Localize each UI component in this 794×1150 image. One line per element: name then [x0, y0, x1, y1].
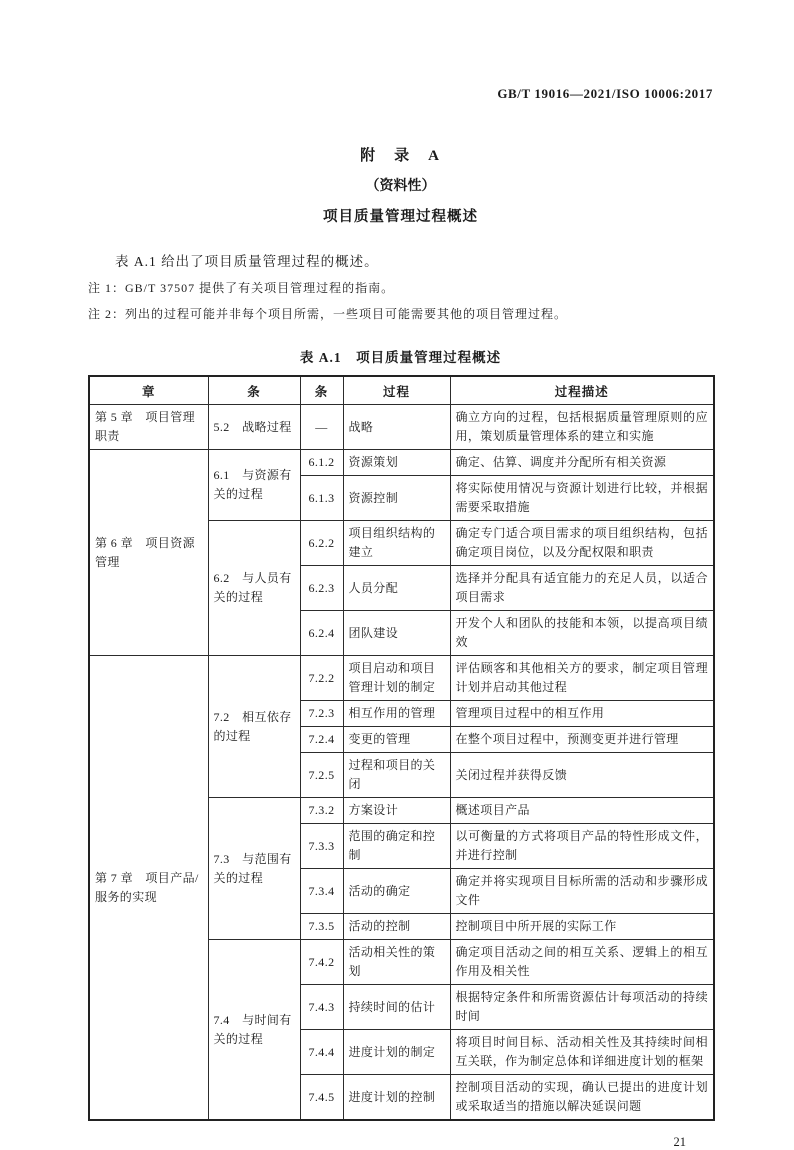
- clause-cell: 6.1.2: [300, 450, 343, 476]
- clause-cell: 7.3.2: [300, 798, 343, 824]
- section-cell: 7.3 与范围有关的过程: [208, 798, 300, 940]
- process-cell: 过程和项目的关闭: [343, 753, 450, 798]
- clause-cell: 7.2.5: [300, 753, 343, 798]
- description-cell: 评估顾客和其他相关方的要求，制定项目管理计划并启动其他过程: [450, 656, 714, 701]
- process-cell: 项目组织结构的建立: [343, 521, 450, 566]
- chapter-cell: 第 6 章 项目资源管理: [89, 450, 208, 656]
- appendix-title-line: 附 录 A: [360, 148, 441, 164]
- description-cell: 开发个人和团队的技能和本领，以提高项目绩效: [450, 611, 714, 656]
- process-cell: 活动的确定: [343, 869, 450, 914]
- appendix-title: [88, 144, 713, 226]
- description-cell: 根据特定条件和所需资源估计每项活动的持续时间: [450, 985, 714, 1030]
- process-cell: 范围的确定和控制: [343, 824, 450, 869]
- clause-cell: 7.3.5: [300, 914, 343, 940]
- section-cell: 6.1 与资源有关的过程: [208, 450, 300, 521]
- process-cell: 进度计划的控制: [343, 1075, 450, 1121]
- description-cell: 确定、估算、调度并分配所有相关资源: [450, 450, 714, 476]
- description-cell: 管理项目过程中的相互作用: [450, 701, 714, 727]
- table-header-cell: 章: [89, 376, 208, 405]
- description-cell: 在整个项目过程中，预测变更并进行管理: [450, 727, 714, 753]
- description-cell: 概述项目产品: [450, 798, 714, 824]
- process-cell: 活动的控制: [343, 914, 450, 940]
- process-cell: 进度计划的制定: [343, 1030, 450, 1075]
- table-body: [89, 405, 714, 1121]
- clause-cell: —: [300, 405, 343, 450]
- process-cell: 项目启动和项目管理计划的制定: [343, 656, 450, 701]
- clause-cell: 7.2.3: [300, 701, 343, 727]
- section-cell: 6.2 与人员有关的过程: [208, 521, 300, 656]
- clause-cell: 7.3.4: [300, 869, 343, 914]
- doc-number: GB/T 19016—2021/ISO 10006:2017: [497, 86, 713, 101]
- process-cell: 团队建设: [343, 611, 450, 656]
- process-cell: 人员分配: [343, 566, 450, 611]
- intro-block: [88, 250, 713, 322]
- clause-cell: 6.1.3: [300, 476, 343, 521]
- process-cell: 活动相关性的策划: [343, 940, 450, 985]
- clause-cell: 6.2.3: [300, 566, 343, 611]
- section-cell: 5.2 战略过程: [208, 405, 300, 450]
- process-cell: 方案设计: [343, 798, 450, 824]
- process-cell: 变更的管理: [343, 727, 450, 753]
- description-cell: 以可衡量的方式将项目产品的特性形成文件，并进行控制: [450, 824, 714, 869]
- page-number: 21: [673, 1135, 686, 1149]
- intro-paragraph: 表 A.1 给出了项目质量管理过程的概述。: [115, 254, 379, 269]
- process-cell: 资源控制: [343, 476, 450, 521]
- doc-header: [88, 86, 713, 102]
- clause-cell: 6.2.2: [300, 521, 343, 566]
- intro-note-1: 注 1：GB/T 37507 提供了有关项目管理过程的指南。: [88, 281, 395, 295]
- table-row: [89, 405, 714, 450]
- clause-cell: 7.4.4: [300, 1030, 343, 1075]
- table-head: [89, 376, 714, 405]
- table-header-cell: 过程描述: [450, 376, 714, 405]
- process-cell: 战略: [343, 405, 450, 450]
- table-caption: 表 A.1 项目质量管理过程概述: [299, 350, 502, 365]
- table-header-row: [89, 376, 714, 405]
- clause-cell: 7.2.4: [300, 727, 343, 753]
- description-cell: 将实际使用情况与资源计划进行比较，并根据需要采取措施: [450, 476, 714, 521]
- table-row: [89, 656, 714, 701]
- clause-cell: 7.4.3: [300, 985, 343, 1030]
- description-cell: 将项目时间目标、活动相关性及其持续时间相互关联，作为制定总体和详细进度计划的框架: [450, 1030, 714, 1075]
- description-cell: 确定并将实现项目目标所需的活动和步骤形成文件: [450, 869, 714, 914]
- section-cell: 7.2 相互依存的过程: [208, 656, 300, 798]
- clause-cell: 6.2.4: [300, 611, 343, 656]
- chapter-cell: 第 5 章 项目管理职责: [89, 405, 208, 450]
- table-header-cell: 条: [208, 376, 300, 405]
- clause-cell: 7.4.5: [300, 1075, 343, 1121]
- clause-cell: 7.3.3: [300, 824, 343, 869]
- table-header-cell: 过程: [343, 376, 450, 405]
- section-cell: 7.4 与时间有关的过程: [208, 940, 300, 1121]
- clause-cell: 7.4.2: [300, 940, 343, 985]
- description-cell: 控制项目中所开展的实际工作: [450, 914, 714, 940]
- appendix-subtitle-informative: （资料性）: [365, 179, 436, 194]
- process-cell: 资源策划: [343, 450, 450, 476]
- description-cell: 确定项目活动之间的相互关系、逻辑上的相互作用及相关性: [450, 940, 714, 985]
- description-cell: 选择并分配具有适宜能力的充足人员，以适合项目需求: [450, 566, 714, 611]
- page-footer: [88, 1135, 713, 1150]
- table-row: [89, 450, 714, 476]
- clause-cell: 7.2.2: [300, 656, 343, 701]
- process-cell: 持续时间的估计: [343, 985, 450, 1030]
- description-cell: 确立方向的过程，包括根据质量管理原则的应用，策划质量管理体系的建立和实施: [450, 405, 714, 450]
- table-header-cell: 条: [300, 376, 343, 405]
- intro-note-2: 注 2：列出的过程可能并非每个项目所需，一些项目可能需要其他的项目管理过程。: [88, 307, 568, 321]
- chapter-cell: 第 7 章 项目产品/服务的实现: [89, 656, 208, 1121]
- description-cell: 确定专门适合项目需求的项目组织结构，包括确定项目岗位，以及分配权限和职责: [450, 521, 714, 566]
- description-cell: 控制项目活动的实现，确认已提出的进度计划或采取适当的措施以解决延误问题: [450, 1075, 714, 1121]
- description-cell: 关闭过程并获得反馈: [450, 753, 714, 798]
- process-cell: 相互作用的管理: [343, 701, 450, 727]
- appendix-heading: 项目质量管理过程概述: [323, 209, 478, 225]
- process-table: [88, 375, 715, 1121]
